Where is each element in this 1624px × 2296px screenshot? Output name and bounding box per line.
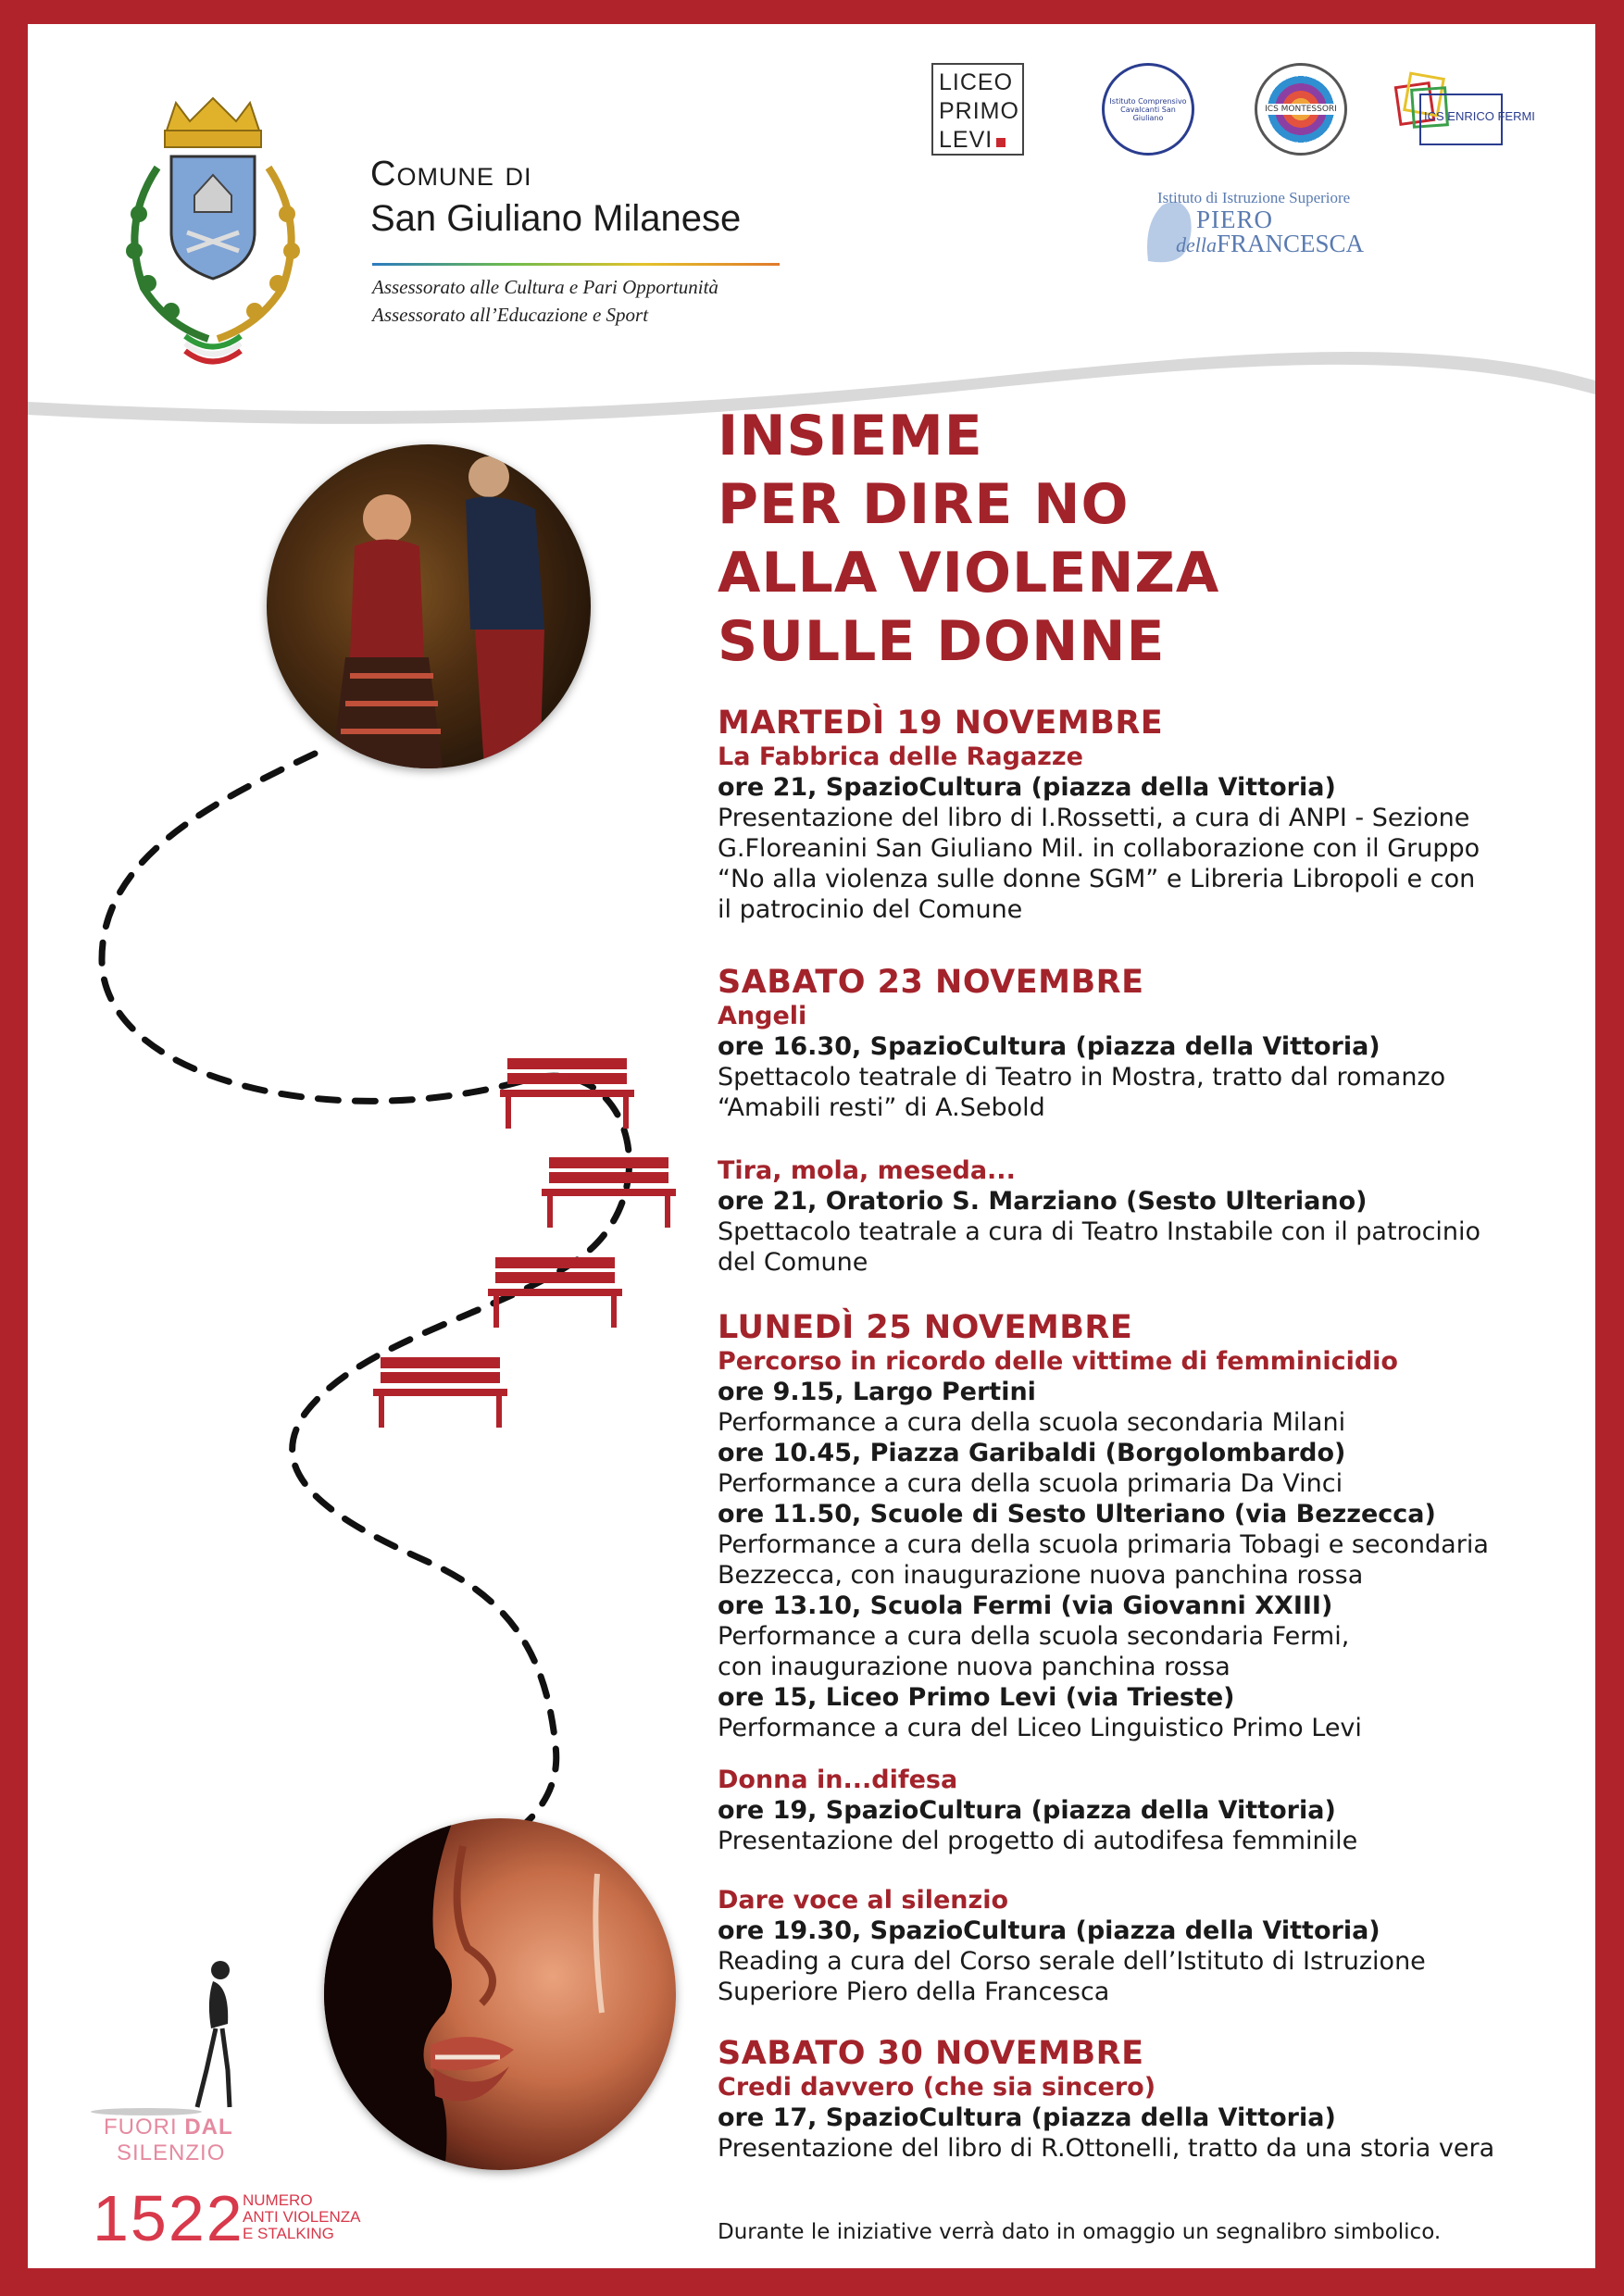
red-bench-icon-3 <box>488 1255 622 1329</box>
event-description: Superiore Piero della Francesca <box>718 1978 1110 2006</box>
piero-logo-della: della <box>1176 233 1217 256</box>
cavalcanti-school-logo <box>1102 63 1194 156</box>
event-title: Percorso in ricordo delle vittime di femminicidio <box>718 1347 1398 1376</box>
event-block-nov23 <box>718 964 1579 1123</box>
event-time-place: ore 15, Liceo Primo Levi (via Trieste) <box>718 1683 1235 1712</box>
event-description: G.Floreanini San Giuliano Mil. in collaborazione con il Gruppo <box>718 834 1480 863</box>
assessorato-education: Assessorato all’Educazione e Sport <box>372 304 649 326</box>
event-title: Tira, mola, meseda... <box>718 1156 1016 1185</box>
municipality-title-line1: Comune di <box>370 155 532 193</box>
montessori-school-logo <box>1255 63 1347 156</box>
headline-line4: SULLE DONNE <box>718 609 1166 674</box>
liceo-primo-levi-logo <box>931 63 1024 156</box>
liceo-logo-line1: LICEO <box>939 69 1014 95</box>
event-time-place: ore 11.50, Scuole di Sesto Ulteriano (via Bezzecca) <box>718 1500 1436 1529</box>
event-description: il patrocinio del Comune <box>718 895 1023 924</box>
event-date: SABATO 23 NOVEMBRE <box>718 964 1144 1001</box>
fuori-dal-silenzio-line2: SILENZIO <box>117 2140 226 2165</box>
event-description: Bezzecca, con inaugurazione nuova panchina rossa <box>718 1561 1364 1590</box>
helpline-label-line3: E STALKING <box>243 2225 334 2242</box>
event-description: Performance a cura della scuola secondaria Fermi, <box>718 1622 1350 1651</box>
event-block-nov25 <box>718 1309 1579 1743</box>
event-description: Presentazione del progetto di autodifesa femminile <box>718 1827 1358 1855</box>
event-description: con inaugurazione nuova panchina rossa <box>718 1653 1230 1681</box>
event-block-tira-mola <box>718 1155 1579 1278</box>
montessori-logo-text: ICS MONTESSORI <box>1265 105 1337 114</box>
face-photo-illustration <box>324 1818 676 2170</box>
red-bench-icon-1 <box>500 1056 634 1130</box>
event-date: MARTEDÌ 19 NOVEMBRE <box>718 705 1164 742</box>
poster-page <box>28 24 1595 2268</box>
event-time-place: ore 19, SpazioCultura (piazza della Vittoria) <box>718 1796 1336 1825</box>
event-description: Performance a cura del Liceo Linguistico Primo Levi <box>718 1714 1362 1742</box>
piero-logo-line3 <box>1176 230 1364 258</box>
event-block-nov30 <box>718 2035 1579 2164</box>
theatre-photo-illustration <box>267 444 591 768</box>
event-description: Presentazione del libro di I.Rossetti, a cura di ANPI - Sezione <box>718 804 1470 832</box>
event-time-place: ore 19.30, SpazioCultura (piazza della Vittoria) <box>718 1916 1380 1945</box>
event-time-place: ore 9.15, Largo Pertini <box>718 1378 1036 1406</box>
theatre-performance-photo <box>267 444 591 768</box>
event-description: Performance a cura della scuola primaria Tobagi e secondaria <box>718 1530 1489 1559</box>
event-description: “No alla violenza sulle donne SGM” e Libreria Libropoli e con <box>718 865 1476 893</box>
event-block-donna-in-difesa <box>718 1765 1579 1856</box>
fermi-school-logo-icon <box>1393 69 1504 147</box>
helpline-label-line1: NUMERO <box>243 2191 313 2209</box>
event-title: Dare voce al silenzio <box>718 1886 1009 1915</box>
event-description: Reading a cura del Corso serale dell’Istituto di Istruzione <box>718 1947 1426 1976</box>
footer-note: Durante le iniziative verrà dato in omaggio un segnalibro simbolico. <box>718 2220 1442 2244</box>
event-time-place: ore 21, Oratorio S. Marziano (Sesto Ulteriano) <box>718 1187 1368 1216</box>
piero-logo-line2: PIERO <box>1196 206 1274 233</box>
face-with-tear-photo <box>324 1818 676 2170</box>
event-block-dare-voce <box>718 1885 1579 2007</box>
fuori-text: FUORI <box>104 2115 178 2140</box>
walking-girl-icon <box>91 1959 248 2116</box>
event-description: Spettacolo teatrale a cura di Teatro Instabile con il patrocinio <box>718 1217 1481 1246</box>
event-description: Performance a cura della scuola secondaria Milani <box>718 1408 1346 1437</box>
liceo-logo-line2: PRIMO <box>939 98 1019 124</box>
event-time-place: ore 17, SpazioCultura (piazza della Vittoria) <box>718 2103 1336 2132</box>
event-time-place: ore 16.30, SpazioCultura (piazza della Vittoria) <box>718 1032 1380 1061</box>
event-time-place: ore 21, SpazioCultura (piazza della Vittoria) <box>718 773 1336 802</box>
event-title: Angeli <box>718 1002 807 1030</box>
event-date: LUNEDÌ 25 NOVEMBRE <box>718 1309 1133 1346</box>
headline-line2: PER DIRE NO <box>718 472 1130 537</box>
liceo-logo-line3 <box>939 126 1017 155</box>
liceo-logo-line3-text: LEVI <box>939 127 993 153</box>
red-bench-icon-4 <box>373 1355 507 1429</box>
helpline-number: 1522 <box>93 2182 244 2254</box>
assessorato-culture: Assessorato alle Cultura e Pari Opportunità <box>372 276 718 298</box>
event-date: SABATO 30 NOVEMBRE <box>718 2035 1144 2072</box>
red-square-icon <box>996 138 1006 147</box>
event-description: “Amabili resti” di A.Sebold <box>718 1093 1045 1122</box>
event-description: del Comune <box>718 1248 868 1277</box>
cavalcanti-logo-text: Istituto Comprensivo Cavalcanti San Giuliano <box>1109 96 1187 122</box>
event-description: Spettacolo teatrale di Teatro in Mostra, tratto dal romanzo <box>718 1063 1446 1092</box>
event-title: Donna in...difesa <box>718 1766 958 1794</box>
event-block-nov19 <box>718 705 1579 925</box>
piero-logo-francesca: FRANCESCA <box>1217 230 1365 257</box>
poster-headline <box>718 402 1219 676</box>
event-description: Performance a cura della scuola primaria Da Vinci <box>718 1469 1343 1498</box>
helpline-label-line2: ANTI VIOLENZA <box>243 2208 361 2226</box>
headline-line1: INSIEME <box>718 404 983 468</box>
fermi-logo-text: ICS ENRICO FERMI <box>1424 109 1535 123</box>
event-title: Credi davvero (che sia sincero) <box>718 2073 1156 2102</box>
red-bench-icon-2 <box>542 1155 676 1229</box>
dal-text: DAL <box>184 2115 233 2140</box>
fuori-dal-silenzio-line1 <box>104 2115 233 2140</box>
event-time-place: ore 10.45, Piazza Garibaldi (Borgolombardo) <box>718 1439 1346 1467</box>
event-time-place: ore 13.10, Scuola Fermi (via Giovanni XXIII) <box>718 1591 1333 1620</box>
municipality-title-line2: San Giuliano Milanese <box>370 198 742 239</box>
piero-logo-line1: Istituto di Istruzione Superiore <box>1157 189 1351 206</box>
headline-line3: ALLA VIOLENZA <box>718 541 1220 605</box>
event-description: Presentazione del libro di R.Ottonelli, tratto da una storia vera <box>718 2134 1495 2163</box>
event-title: La Fabbrica delle Ragazze <box>718 742 1083 771</box>
